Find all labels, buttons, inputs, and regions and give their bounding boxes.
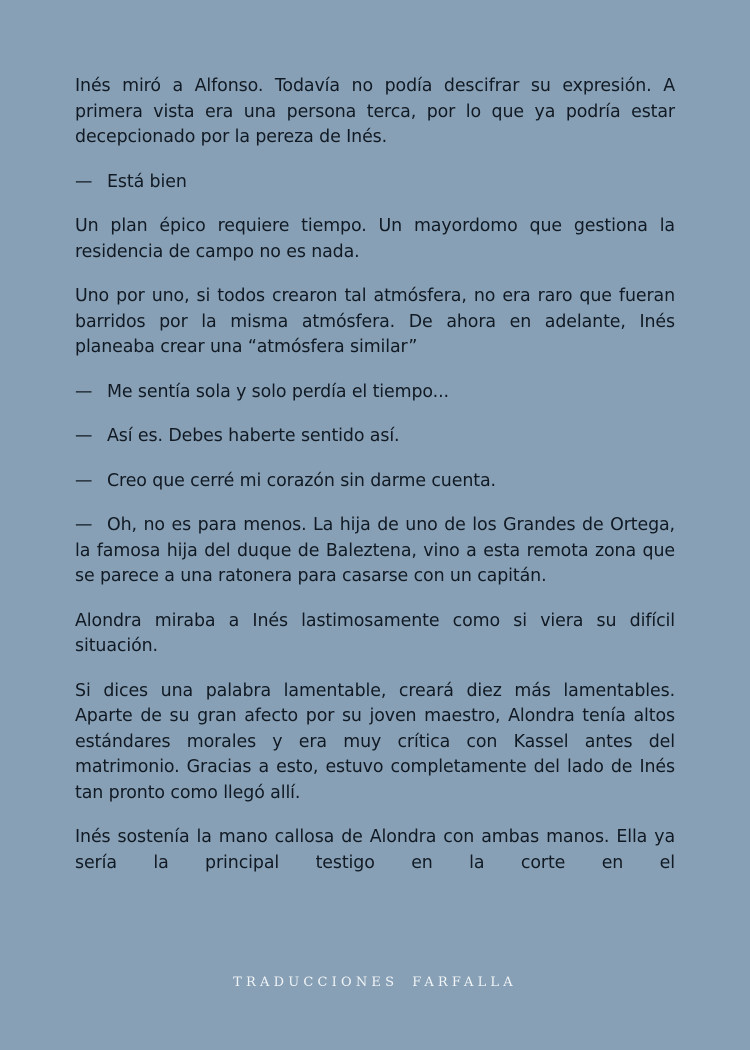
dialogue-line-6 (75, 424, 675, 450)
dialogue-line-7 (75, 469, 675, 495)
dialogue-text: Está bien (107, 171, 187, 192)
dialogue-line-1 (75, 170, 675, 196)
footer-word-2: FARFALLA (412, 975, 517, 990)
em-dash: — (75, 426, 93, 446)
dialogue-line-8 (75, 513, 675, 590)
paragraph-10: Si dices una palabra lamentable, creará diez más lamentables. Aparte de su gran afecto por su joven maestro, Alondra tenía altos estándares morales y era muy crítica con Kassel antes del matrimonio. Gracias a esto, estuvo completamente del lado de Inés tan pronto como llegó allí. (75, 680, 675, 803)
dialogue-text: Así es. Debes haberte sentido así. (107, 426, 400, 446)
paragraph-9: Alondra miraba a Inés lastimosamente como si viera su difícil situación. (75, 610, 675, 656)
footer-word-1: TRADUCCIONES (233, 975, 399, 990)
paragraph-1: Inés miró a Alfonso. Todavía no podía descifrar su expresión. A primera vista era una persona terca, por lo que ya podría estar decepcionado por la pereza de Inés. (75, 76, 675, 147)
paragraph-4: Uno por uno, si todos crearon tal atmósfera, no era raro que fueran barridos por la misma atmósfera. De ahora en adelante, Inés planeaba crear una “atmósfera similar” (75, 286, 675, 357)
page-body (75, 74, 675, 895)
em-dash: — (75, 470, 93, 491)
em-dash: — (75, 515, 93, 535)
dialogue-line-5 (75, 380, 675, 406)
em-dash: — (75, 381, 93, 402)
em-dash: — (75, 171, 93, 192)
paragraph-11: Inés sostenía la mano callosa de Alondra con ambas manos. Ella ya sería la principal testigo en la corte en el (75, 827, 675, 873)
dialogue-text: Oh, no es para menos. La hija de uno de los Grandes de Ortega, la famosa hija del duque de Baleztena, vino a esta remota zona que se parece a una ratonera para casarse con un capitán. (75, 515, 675, 586)
paragraph-3: Un plan épico requiere tiempo. Un mayordomo que gestiona la residencia de campo no es nada. (75, 216, 675, 262)
dialogue-text: Creo que cerré mi corazón sin darme cuenta. (107, 470, 496, 491)
dialogue-text: Me sentía sola y solo perdía el tiempo... (107, 381, 449, 402)
publisher-footer (0, 975, 750, 990)
